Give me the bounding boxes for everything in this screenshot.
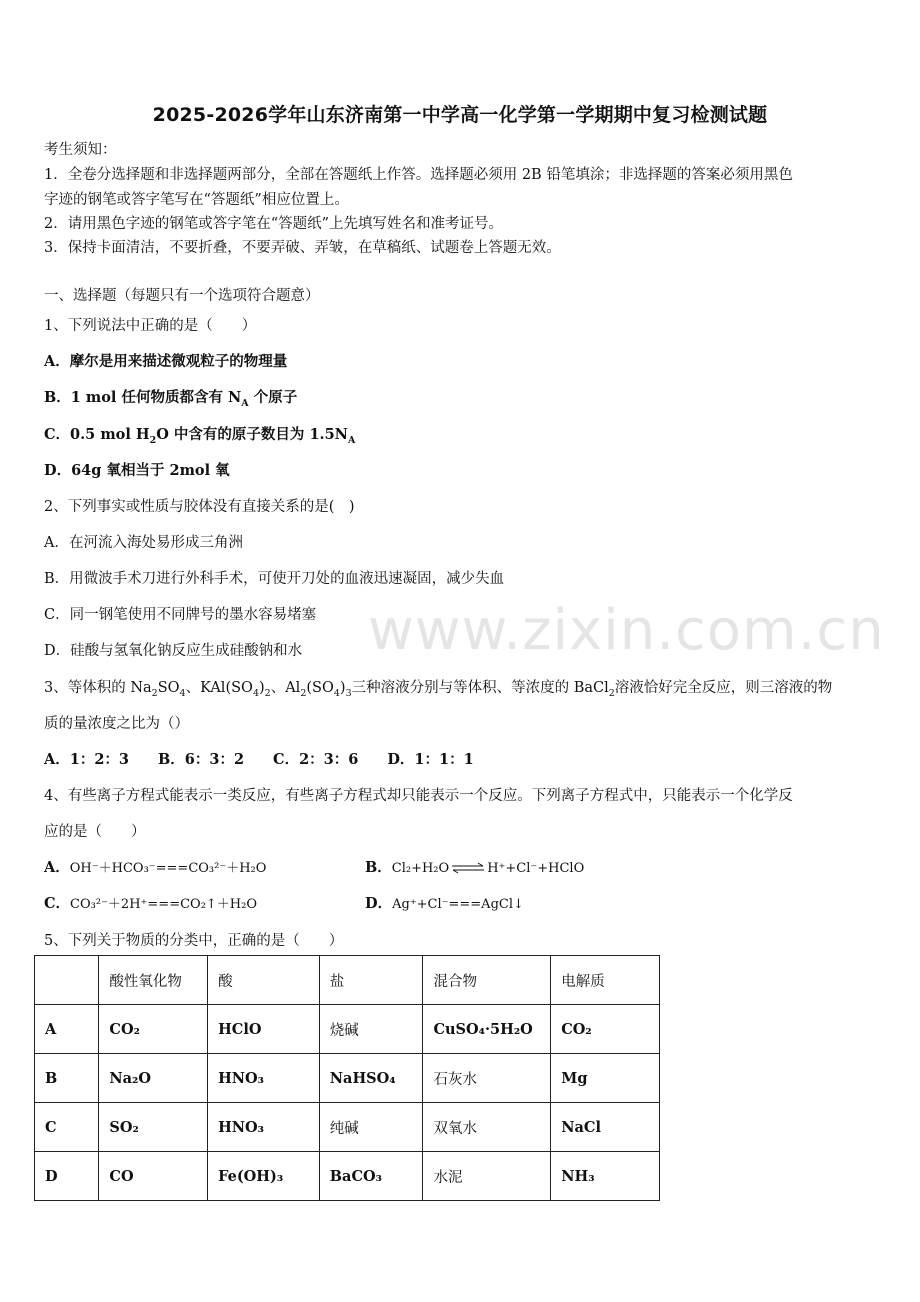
table-cell: Na₂O xyxy=(99,1054,208,1103)
q2-option-d: D．硅酸与氢氧化钠反应生成硅酸钠和水 xyxy=(44,643,303,659)
q1-option-a: A．摩尔是用来描述微观粒子的物理量 xyxy=(44,353,288,370)
equilibrium-arrow-icon xyxy=(451,862,485,874)
q4-option-d: D．Ag⁺+Cl⁻===AgCl↓ xyxy=(365,895,524,912)
table-cell: C xyxy=(35,1103,99,1152)
q2-option-c: C．同一钢笔使用不同牌号的墨水容易堵塞 xyxy=(44,607,317,623)
table-cell: B xyxy=(35,1054,99,1103)
table-row xyxy=(35,1054,660,1103)
table-header-cell xyxy=(35,956,99,1005)
q2-stem: 2、下列事实或性质与胶体没有直接关系的是( ) xyxy=(44,499,355,515)
table-cell: HNO₃ xyxy=(208,1103,320,1152)
q1-option-b: B．1 mol 任何物质都含有 $N_A$ 个原子 xyxy=(44,389,298,409)
table-cell: NaCl xyxy=(551,1103,660,1152)
table-cell: D xyxy=(35,1152,99,1201)
q4-stem-line-2: 应的是（ ） xyxy=(44,824,146,840)
q3-stem-line-2: 质的量浓度之比为（） xyxy=(44,716,189,732)
table-cell: NaHSO₄ xyxy=(319,1054,423,1103)
notice-heading: 考生须知： xyxy=(44,142,117,158)
classification-table xyxy=(34,955,660,1201)
table-cell: 纯碱 xyxy=(319,1103,423,1152)
q4-stem-line-1: 4、有些离子方程式能表示一类反应，有些离子方程式却只能表示一个反应。下列离子方程式中，只能表示一个化学反 xyxy=(44,788,793,804)
q2-option-a: A．在河流入海处易形成三角洲 xyxy=(44,535,243,551)
table-cell: CO xyxy=(99,1152,208,1201)
section-heading: 一、选择题（每题只有一个选项符合题意） xyxy=(44,288,320,304)
notice-line-3: 3．保持卡面清洁，不要折叠，不要弄破、弄皱，在草稿纸、试题卷上答题无效。 xyxy=(44,240,561,256)
table-cell: HClO xyxy=(208,1005,320,1054)
q2-option-b: B．用微波手术刀进行外科手术，可使开刀处的血液迅速凝固，减少失血 xyxy=(44,571,505,587)
notice-line-1b: 字迹的钢笔或答字笔写在“答题纸”相应位置上。 xyxy=(44,192,349,208)
q3-options: A．1：2：3 B．6：3：2 C．2：3：6 D．1：1：1 xyxy=(44,751,474,768)
q5-stem: 5、下列关于物质的分类中，正确的是（ ） xyxy=(44,933,344,949)
table-cell: CO₂ xyxy=(99,1005,208,1054)
table-row xyxy=(35,1103,660,1152)
q3-stem-line-1: 3、等体积的 $Na_2SO_4$、$KAl(SO_4)_2$、$Al_2(SO_4)_3$三种溶液分别与等体积、等浓度的 BaCl$_2$溶液恰好完全反应，则三溶液的物 xyxy=(44,680,833,699)
table-row xyxy=(35,1005,660,1054)
table-cell: 水泥 xyxy=(423,1152,551,1201)
table-row xyxy=(35,1152,660,1201)
table-cell: Mg xyxy=(551,1054,660,1103)
table-cell: NH₃ xyxy=(551,1152,660,1201)
watermark-text: www.zixin.com.cn xyxy=(368,598,885,663)
table-cell: 烧碱 xyxy=(319,1005,423,1054)
table-header-cell: 电解质 xyxy=(551,956,660,1005)
notice-line-2: 2．请用黑色字迹的钢笔或答字笔在“答题纸”上先填写姓名和准考证号。 xyxy=(44,216,504,232)
table-cell: 石灰水 xyxy=(423,1054,551,1103)
table-header-row xyxy=(35,956,660,1005)
table-cell: 双氧水 xyxy=(423,1103,551,1152)
table-header-cell: 酸性氧化物 xyxy=(99,956,208,1005)
table-cell: SO₂ xyxy=(99,1103,208,1152)
table-cell: BaCO₃ xyxy=(319,1152,423,1201)
table-cell: CO₂ xyxy=(551,1005,660,1054)
q1-option-c: C．0.5 mol $H_2O$ 中含有的原子数目为 $1.5N_A$ xyxy=(44,426,356,446)
q1-stem: 1、下列说法中正确的是（ ） xyxy=(44,318,257,334)
table-cell: Fe(OH)₃ xyxy=(208,1152,320,1201)
table-header-cell: 酸 xyxy=(208,956,320,1005)
table-header-cell: 盐 xyxy=(319,956,423,1005)
q1-option-d: D．64g 氧相当于 2mol 氧 xyxy=(44,462,230,479)
page-title: 2025-2026学年山东济南第一中学高一化学第一学期期中复习检测试题 xyxy=(152,104,768,126)
notice-line-1a: 1．全卷分选择题和非选择题两部分，全部在答题纸上作答。选择题必须用 2B 铅笔填涂；非选择题的答案必须用黑色 xyxy=(44,167,793,183)
q4-option-c: C．CO₃²⁻＋2H⁺===CO₂↑＋H₂O xyxy=(44,895,257,912)
table-cell: HNO₃ xyxy=(208,1054,320,1103)
q4-option-b: B．Cl₂+H₂O H⁺+Cl⁻+HClO xyxy=(365,859,585,876)
table-cell: A xyxy=(35,1005,99,1054)
table-header-cell: 混合物 xyxy=(423,956,551,1005)
table-cell: CuSO₄·5H₂O xyxy=(423,1005,551,1054)
q4-option-a: A．OH⁻＋HCO₃⁻===CO₃²⁻＋H₂O xyxy=(44,859,267,876)
